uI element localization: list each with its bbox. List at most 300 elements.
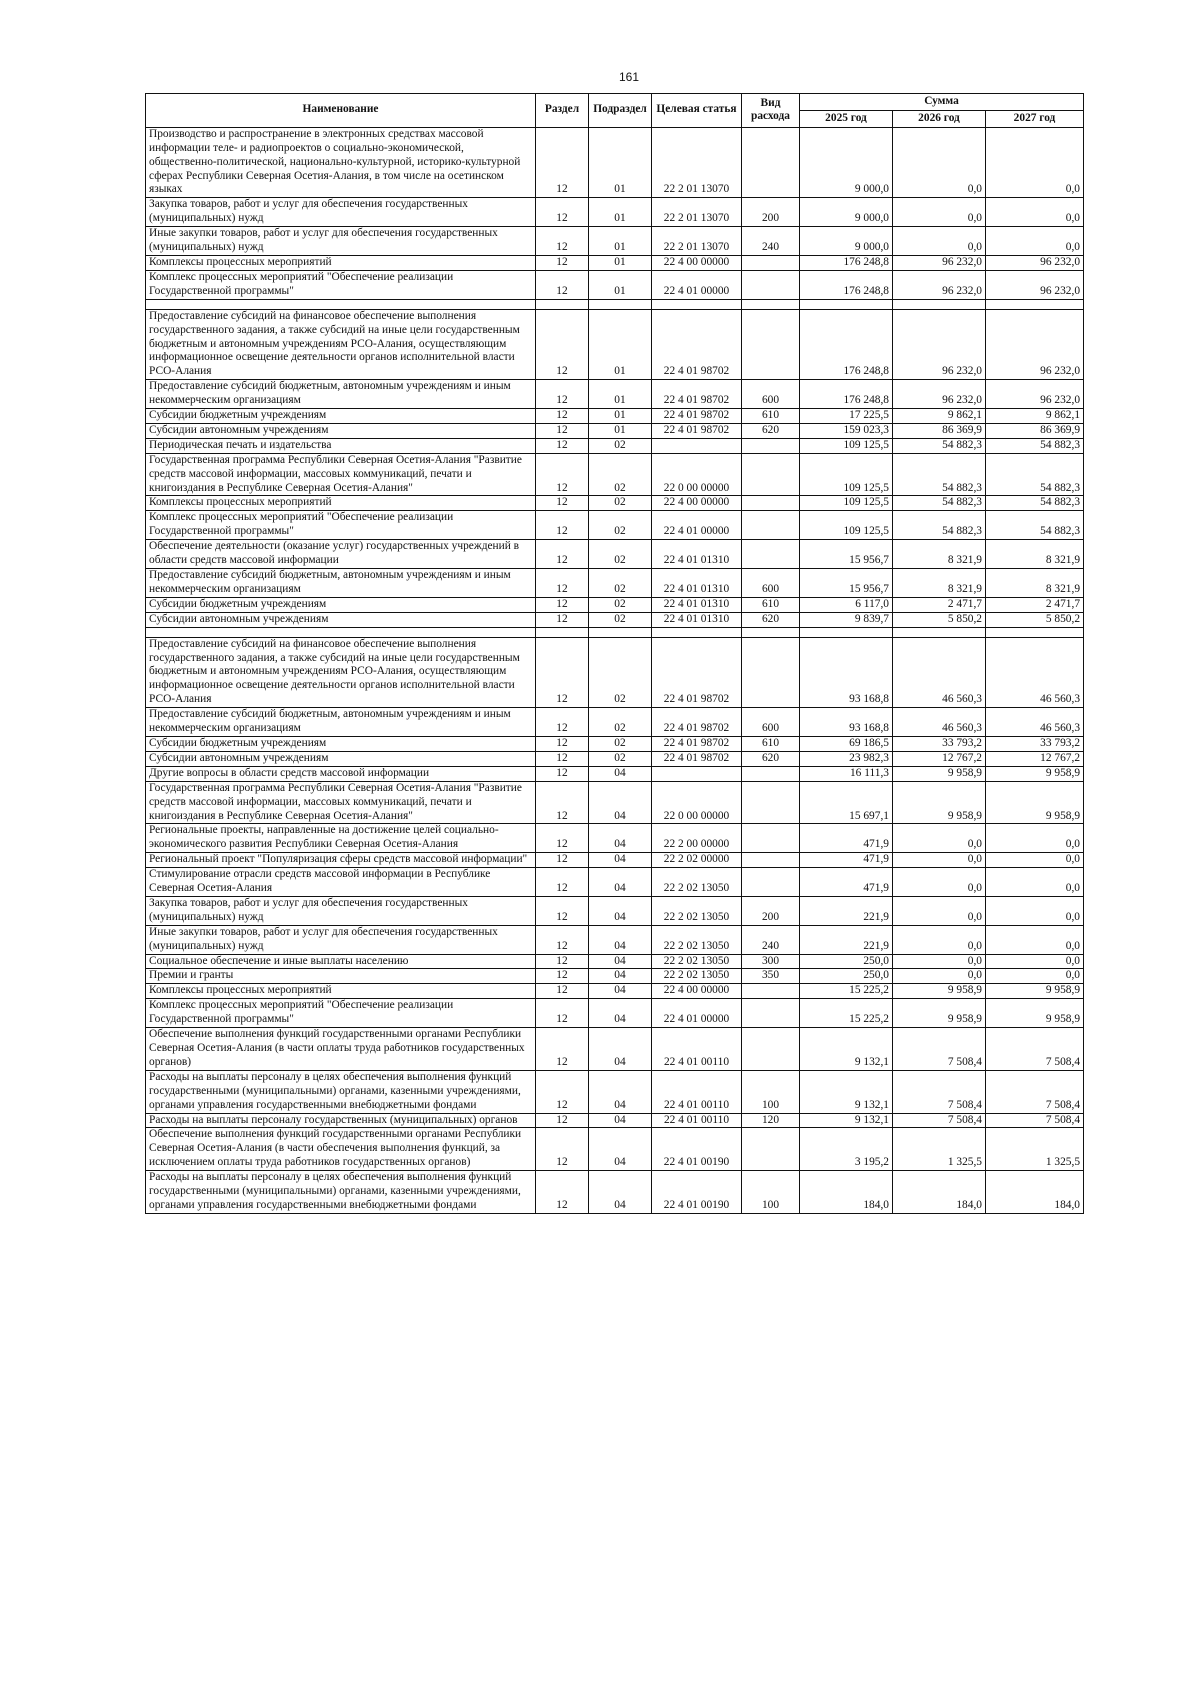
table-row <box>146 270 1084 299</box>
row-subsection: 01 <box>589 423 652 438</box>
table-row <box>146 708 1084 737</box>
row-expense-kind: 300 <box>742 954 800 969</box>
row-target-article: 22 0 00 00000 <box>652 781 742 824</box>
row-expense-kind: 600 <box>742 569 800 598</box>
row-sum-2025: 250,0 <box>800 954 893 969</box>
row-subsection: 04 <box>589 824 652 853</box>
row-sum-2026: 7 508,4 <box>893 1070 986 1113</box>
row-sum-2027: 1 325,5 <box>986 1128 1084 1171</box>
row-sum-2026: 184,0 <box>893 1171 986 1214</box>
row-name: Субсидии автономным учреждениям <box>146 751 536 766</box>
row-section: 12 <box>536 999 589 1028</box>
row-sum-2027: 0,0 <box>986 969 1084 984</box>
row-sum-2027: 9 958,9 <box>986 984 1084 999</box>
row-subsection: 02 <box>589 511 652 540</box>
row-name: Расходы на выплаты персоналу государственных (муниципальных) органов <box>146 1113 536 1128</box>
row-section: 12 <box>536 925 589 954</box>
row-expense-kind: 600 <box>742 708 800 737</box>
row-target-article <box>652 766 742 781</box>
row-expense-kind <box>742 309 800 380</box>
table-body <box>146 127 1084 1213</box>
row-sum-2026: 0,0 <box>893 868 986 897</box>
row-section: 12 <box>536 423 589 438</box>
row-expense-kind <box>742 1028 800 1071</box>
row-target-article: 22 4 01 98702 <box>652 637 742 708</box>
row-target-article: 22 2 01 13070 <box>652 198 742 227</box>
row-section: 12 <box>536 1028 589 1071</box>
table-row <box>146 255 1084 270</box>
table-row <box>146 736 1084 751</box>
row-section: 12 <box>536 227 589 256</box>
row-sum-2026: 5 850,2 <box>893 612 986 627</box>
row-sum-2025: 93 168,8 <box>800 708 893 737</box>
row-sum-2026: 54 882,3 <box>893 511 986 540</box>
row-expense-kind <box>742 824 800 853</box>
header-section: Раздел <box>536 94 589 128</box>
row-name: Субсидии бюджетным учреждениям <box>146 597 536 612</box>
row-target-article: 22 4 01 00190 <box>652 1171 742 1214</box>
table-row <box>146 612 1084 627</box>
row-target-article: 22 4 01 98702 <box>652 423 742 438</box>
row-sum-2025: 3 195,2 <box>800 1128 893 1171</box>
row-sum-2025: 9 132,1 <box>800 1028 893 1071</box>
row-sum-2025: 471,9 <box>800 824 893 853</box>
header-sum: Сумма <box>800 94 1084 111</box>
row-expense-kind: 100 <box>742 1070 800 1113</box>
row-sum-2025: 17 225,5 <box>800 409 893 424</box>
row-sum-2027: 54 882,3 <box>986 438 1084 453</box>
row-target-article: 22 4 01 00110 <box>652 1070 742 1113</box>
row-sum-2026: 9 958,9 <box>893 999 986 1028</box>
row-name: Государственная программа Республики Северная Осетия-Алания "Развитие средств массовой информации, массовых коммуникаций, печати и книгоиздания в Республике Северная Осетия-Алания" <box>146 453 536 496</box>
row-section: 12 <box>536 766 589 781</box>
spacer-cell <box>536 299 589 309</box>
row-sum-2026: 0,0 <box>893 969 986 984</box>
row-expense-kind: 240 <box>742 925 800 954</box>
row-expense-kind: 620 <box>742 751 800 766</box>
row-subsection: 01 <box>589 227 652 256</box>
row-sum-2025: 23 982,3 <box>800 751 893 766</box>
row-expense-kind <box>742 1128 800 1171</box>
row-expense-kind <box>742 127 800 198</box>
row-sum-2027: 7 508,4 <box>986 1070 1084 1113</box>
row-sum-2026: 9 862,1 <box>893 409 986 424</box>
row-sum-2027: 96 232,0 <box>986 309 1084 380</box>
row-target-article: 22 4 01 00000 <box>652 999 742 1028</box>
row-sum-2027: 0,0 <box>986 868 1084 897</box>
header-year-2027: 2027 год <box>986 110 1084 127</box>
row-subsection: 01 <box>589 380 652 409</box>
row-section: 12 <box>536 511 589 540</box>
row-subsection: 04 <box>589 1128 652 1171</box>
row-name: Предоставление субсидий бюджетным, автономным учреждениям и иным некоммерческим организациям <box>146 380 536 409</box>
row-sum-2027: 96 232,0 <box>986 255 1084 270</box>
row-section: 12 <box>536 198 589 227</box>
row-section: 12 <box>536 540 589 569</box>
row-expense-kind <box>742 540 800 569</box>
row-target-article: 22 2 02 13050 <box>652 868 742 897</box>
row-sum-2026: 0,0 <box>893 925 986 954</box>
row-sum-2027: 7 508,4 <box>986 1113 1084 1128</box>
row-sum-2027: 0,0 <box>986 227 1084 256</box>
row-sum-2026: 54 882,3 <box>893 496 986 511</box>
spacer-cell <box>800 627 893 637</box>
row-section: 12 <box>536 1171 589 1214</box>
row-sum-2027: 9 958,9 <box>986 999 1084 1028</box>
row-name: Закупка товаров, работ и услуг для обеспечения государственных (муниципальных) нужд <box>146 896 536 925</box>
spacer-cell <box>986 299 1084 309</box>
row-sum-2027: 0,0 <box>986 127 1084 198</box>
row-name: Стимулирование отрасли средств массовой информации в Республике Северная Осетия-Алания <box>146 868 536 897</box>
row-expense-kind <box>742 270 800 299</box>
row-target-article: 22 2 02 13050 <box>652 896 742 925</box>
row-section: 12 <box>536 824 589 853</box>
row-sum-2026: 0,0 <box>893 896 986 925</box>
row-subsection: 04 <box>589 984 652 999</box>
row-sum-2026: 33 793,2 <box>893 736 986 751</box>
table-row <box>146 954 1084 969</box>
table-row <box>146 853 1084 868</box>
page-number: 161 <box>618 70 640 84</box>
spacer-cell <box>536 627 589 637</box>
table-row <box>146 380 1084 409</box>
row-sum-2026: 8 321,9 <box>893 540 986 569</box>
row-sum-2025: 15 225,2 <box>800 999 893 1028</box>
spacer-cell <box>800 299 893 309</box>
table-row <box>146 597 1084 612</box>
row-target-article: 22 4 01 01310 <box>652 569 742 598</box>
row-target-article: 22 4 00 00000 <box>652 984 742 999</box>
row-name: Комплексы процессных мероприятий <box>146 255 536 270</box>
row-subsection: 04 <box>589 1070 652 1113</box>
row-section: 12 <box>536 984 589 999</box>
row-sum-2025: 184,0 <box>800 1171 893 1214</box>
row-sum-2026: 96 232,0 <box>893 255 986 270</box>
row-subsection: 02 <box>589 708 652 737</box>
row-sum-2025: 176 248,8 <box>800 309 893 380</box>
row-target-article: 22 0 00 00000 <box>652 453 742 496</box>
header-target-article: Целевая статья <box>652 94 742 128</box>
row-sum-2025: 109 125,5 <box>800 496 893 511</box>
row-section: 12 <box>536 270 589 299</box>
row-section: 12 <box>536 597 589 612</box>
row-sum-2025: 109 125,5 <box>800 511 893 540</box>
row-target-article: 22 4 01 00000 <box>652 511 742 540</box>
row-sum-2027: 0,0 <box>986 198 1084 227</box>
row-section: 12 <box>536 1128 589 1171</box>
row-sum-2026: 0,0 <box>893 227 986 256</box>
row-section: 12 <box>536 612 589 627</box>
row-sum-2025: 93 168,8 <box>800 637 893 708</box>
row-subsection: 04 <box>589 766 652 781</box>
row-target-article: 22 4 01 00110 <box>652 1113 742 1128</box>
row-expense-kind: 120 <box>742 1113 800 1128</box>
row-sum-2027: 96 232,0 <box>986 270 1084 299</box>
row-target-article: 22 2 02 13050 <box>652 925 742 954</box>
row-sum-2025: 15 956,7 <box>800 569 893 598</box>
row-target-article: 22 4 01 00190 <box>652 1128 742 1171</box>
row-name: Предоставление субсидий на финансовое обеспечение выполнения государственного задания, а также субсидий на иные цели государственным бюджетным и автономным учреждениям РСО-Алания, осуществляющим информационное освещение деятельности органов исполнительной власти РСО-Алания <box>146 309 536 380</box>
table-header <box>146 94 1084 128</box>
row-name: Другие вопросы в области средств массовой информации <box>146 766 536 781</box>
row-subsection: 01 <box>589 198 652 227</box>
row-name: Субсидии бюджетным учреждениям <box>146 736 536 751</box>
row-subsection: 01 <box>589 127 652 198</box>
row-subsection: 02 <box>589 612 652 627</box>
row-subsection: 04 <box>589 853 652 868</box>
row-target-article: 22 2 02 13050 <box>652 954 742 969</box>
table-row <box>146 751 1084 766</box>
row-sum-2025: 15 956,7 <box>800 540 893 569</box>
row-target-article: 22 4 01 00000 <box>652 270 742 299</box>
row-sum-2026: 8 321,9 <box>893 569 986 598</box>
row-sum-2027: 7 508,4 <box>986 1028 1084 1071</box>
table-row <box>146 781 1084 824</box>
header-expense-kind: Вид расхода <box>742 94 800 128</box>
row-target-article: 22 4 01 98702 <box>652 751 742 766</box>
row-name: Субсидии автономным учреждениям <box>146 612 536 627</box>
row-name: Периодическая печать и издательства <box>146 438 536 453</box>
row-sum-2025: 16 111,3 <box>800 766 893 781</box>
row-expense-kind: 350 <box>742 969 800 984</box>
row-expense-kind <box>742 453 800 496</box>
table-spacer-row <box>146 627 1084 637</box>
row-subsection: 04 <box>589 954 652 969</box>
row-sum-2026: 46 560,3 <box>893 637 986 708</box>
row-name: Субсидии бюджетным учреждениям <box>146 409 536 424</box>
row-name: Расходы на выплаты персоналу в целях обеспечения выполнения функций государственными (муниципальными) органами, казенными учреждениями, органами управления государственными внебюджетными фондами <box>146 1070 536 1113</box>
row-name: Комплекс процессных мероприятий "Обеспечение реализации Государственной программы" <box>146 511 536 540</box>
table-row <box>146 1113 1084 1128</box>
row-expense-kind: 620 <box>742 612 800 627</box>
row-sum-2027: 54 882,3 <box>986 453 1084 496</box>
table-row <box>146 637 1084 708</box>
table-row <box>146 1171 1084 1214</box>
row-sum-2025: 176 248,8 <box>800 270 893 299</box>
row-subsection: 01 <box>589 409 652 424</box>
row-target-article: 22 2 00 00000 <box>652 824 742 853</box>
row-sum-2026: 46 560,3 <box>893 708 986 737</box>
row-subsection: 02 <box>589 597 652 612</box>
row-expense-kind <box>742 496 800 511</box>
row-sum-2025: 69 186,5 <box>800 736 893 751</box>
row-sum-2027: 0,0 <box>986 853 1084 868</box>
row-name: Обеспечение деятельности (оказание услуг) государственных учреждений в области средств массовой информации <box>146 540 536 569</box>
row-sum-2026: 7 508,4 <box>893 1028 986 1071</box>
row-target-article: 22 4 01 98702 <box>652 380 742 409</box>
row-expense-kind <box>742 999 800 1028</box>
spacer-cell <box>893 299 986 309</box>
row-target-article: 22 4 01 98702 <box>652 309 742 380</box>
spacer-cell <box>652 299 742 309</box>
row-sum-2025: 471,9 <box>800 868 893 897</box>
row-sum-2025: 109 125,5 <box>800 438 893 453</box>
row-section: 12 <box>536 309 589 380</box>
row-sum-2025: 176 248,8 <box>800 255 893 270</box>
row-section: 12 <box>536 781 589 824</box>
row-sum-2027: 5 850,2 <box>986 612 1084 627</box>
row-name: Социальное обеспечение и иные выплаты населению <box>146 954 536 969</box>
row-name: Комплекс процессных мероприятий "Обеспечение реализации Государственной программы" <box>146 999 536 1028</box>
table-row <box>146 438 1084 453</box>
spacer-cell <box>742 299 800 309</box>
row-target-article: 22 2 01 13070 <box>652 227 742 256</box>
row-target-article: 22 2 02 00000 <box>652 853 742 868</box>
table-row <box>146 969 1084 984</box>
row-name: Обеспечение выполнения функций государственными органами Республики Северная Осетия-Алания (в части обеспечения выполнения функций, за исключением оплаты труда работников государственных органов) <box>146 1128 536 1171</box>
spacer-cell <box>742 627 800 637</box>
row-sum-2025: 9 000,0 <box>800 198 893 227</box>
table-row <box>146 1128 1084 1171</box>
row-section: 12 <box>536 736 589 751</box>
row-sum-2027: 0,0 <box>986 824 1084 853</box>
row-subsection: 02 <box>589 751 652 766</box>
row-expense-kind <box>742 984 800 999</box>
header-name: Наименование <box>146 94 536 128</box>
row-sum-2027: 46 560,3 <box>986 637 1084 708</box>
header-subsection: Подраздел <box>589 94 652 128</box>
budget-table <box>145 93 1084 1214</box>
row-target-article: 22 4 01 01310 <box>652 612 742 627</box>
row-subsection: 04 <box>589 868 652 897</box>
row-sum-2026: 1 325,5 <box>893 1128 986 1171</box>
row-name: Государственная программа Республики Северная Осетия-Алания "Развитие средств массовой информации, массовых коммуникаций, печати и книгоиздания в Республике Северная Осетия-Алания" <box>146 781 536 824</box>
row-sum-2026: 54 882,3 <box>893 438 986 453</box>
row-subsection: 02 <box>589 453 652 496</box>
table-row <box>146 925 1084 954</box>
row-target-article <box>652 438 742 453</box>
row-name: Иные закупки товаров, работ и услуг для обеспечения государственных (муниципальных) нужд <box>146 925 536 954</box>
row-expense-kind <box>742 868 800 897</box>
table-row <box>146 127 1084 198</box>
row-name: Комплексы процессных мероприятий <box>146 984 536 999</box>
row-sum-2025: 159 023,3 <box>800 423 893 438</box>
row-subsection: 04 <box>589 1028 652 1071</box>
table-row <box>146 309 1084 380</box>
row-expense-kind: 610 <box>742 736 800 751</box>
table-row <box>146 868 1084 897</box>
table-row <box>146 511 1084 540</box>
row-sum-2026: 7 508,4 <box>893 1113 986 1128</box>
row-sum-2027: 46 560,3 <box>986 708 1084 737</box>
row-subsection: 01 <box>589 255 652 270</box>
row-sum-2025: 221,9 <box>800 896 893 925</box>
row-sum-2027: 96 232,0 <box>986 380 1084 409</box>
row-sum-2025: 471,9 <box>800 853 893 868</box>
row-section: 12 <box>536 1070 589 1113</box>
spacer-cell <box>146 299 536 309</box>
row-sum-2026: 9 958,9 <box>893 781 986 824</box>
row-sum-2026: 0,0 <box>893 127 986 198</box>
table-row <box>146 999 1084 1028</box>
table-row <box>146 896 1084 925</box>
table-row <box>146 227 1084 256</box>
table-row <box>146 569 1084 598</box>
row-sum-2027: 0,0 <box>986 954 1084 969</box>
table-row <box>146 409 1084 424</box>
row-name: Предоставление субсидий бюджетным, автономным учреждениям и иным некоммерческим организациям <box>146 708 536 737</box>
row-section: 12 <box>536 751 589 766</box>
row-sum-2025: 6 117,0 <box>800 597 893 612</box>
row-section: 12 <box>536 127 589 198</box>
row-target-article: 22 4 01 98702 <box>652 409 742 424</box>
row-target-article: 22 4 01 01310 <box>652 540 742 569</box>
row-sum-2025: 109 125,5 <box>800 453 893 496</box>
row-subsection: 04 <box>589 1171 652 1214</box>
row-section: 12 <box>536 380 589 409</box>
row-name: Комплекс процессных мероприятий "Обеспечение реализации Государственной программы" <box>146 270 536 299</box>
table-spacer-row <box>146 299 1084 309</box>
row-target-article: 22 4 01 98702 <box>652 708 742 737</box>
row-expense-kind: 200 <box>742 198 800 227</box>
table-row <box>146 1028 1084 1071</box>
row-section: 12 <box>536 453 589 496</box>
row-sum-2027: 184,0 <box>986 1171 1084 1214</box>
row-sum-2027: 9 958,9 <box>986 766 1084 781</box>
row-target-article: 22 4 01 98702 <box>652 736 742 751</box>
row-name: Предоставление субсидий на финансовое обеспечение выполнения государственного задания, а также субсидий на иные цели государственным бюджетным и автономным учреждениям РСО-Алания, осуществляющим информационное освещение деятельности органов исполнительной власти РСО-Алания <box>146 637 536 708</box>
header-year-2025: 2025 год <box>800 110 893 127</box>
row-section: 12 <box>536 896 589 925</box>
row-sum-2026: 2 471,7 <box>893 597 986 612</box>
row-subsection: 01 <box>589 309 652 380</box>
row-sum-2025: 9 839,7 <box>800 612 893 627</box>
row-expense-kind <box>742 511 800 540</box>
table-row <box>146 984 1084 999</box>
header-year-2026: 2026 год <box>893 110 986 127</box>
row-sum-2025: 15 225,2 <box>800 984 893 999</box>
row-sum-2027: 0,0 <box>986 925 1084 954</box>
row-target-article: 22 4 00 00000 <box>652 496 742 511</box>
row-name: Расходы на выплаты персоналу в целях обеспечения выполнения функций государственными (муниципальными) органами, казенными учреждениями, органами управления государственными внебюджетными фондами <box>146 1171 536 1214</box>
row-sum-2026: 9 958,9 <box>893 766 986 781</box>
row-sum-2027: 9 862,1 <box>986 409 1084 424</box>
row-name: Обеспечение выполнения функций государственными органами Республики Северная Осетия-Алания (в части оплаты труда работников государственных органов) <box>146 1028 536 1071</box>
row-sum-2027: 12 767,2 <box>986 751 1084 766</box>
row-expense-kind: 240 <box>742 227 800 256</box>
row-expense-kind <box>742 853 800 868</box>
table-row <box>146 540 1084 569</box>
row-sum-2025: 9 132,1 <box>800 1070 893 1113</box>
row-sum-2025: 176 248,8 <box>800 380 893 409</box>
table-row <box>146 453 1084 496</box>
row-subsection: 04 <box>589 896 652 925</box>
row-target-article: 22 4 01 00110 <box>652 1028 742 1071</box>
row-name: Производство и распространение в электронных средствах массовой информации теле- и радиопроектов о социально-экономической, общественно-политической, национально-культурной, историко-культурной сферах Республики Северная Осетия-Алания, в том числе на осетинском языках <box>146 127 536 198</box>
row-section: 12 <box>536 969 589 984</box>
row-section: 12 <box>536 255 589 270</box>
row-name: Региональный проект "Популяризация сферы средств массовой информации" <box>146 853 536 868</box>
row-expense-kind: 620 <box>742 423 800 438</box>
row-subsection: 02 <box>589 540 652 569</box>
row-name: Закупка товаров, работ и услуг для обеспечения государственных (муниципальных) нужд <box>146 198 536 227</box>
row-expense-kind: 600 <box>742 380 800 409</box>
row-subsection: 04 <box>589 925 652 954</box>
row-sum-2026: 9 958,9 <box>893 984 986 999</box>
row-expense-kind: 100 <box>742 1171 800 1214</box>
row-section: 12 <box>536 496 589 511</box>
row-section: 12 <box>536 853 589 868</box>
row-subsection: 02 <box>589 736 652 751</box>
row-subsection: 01 <box>589 270 652 299</box>
row-sum-2027: 54 882,3 <box>986 496 1084 511</box>
table-row <box>146 198 1084 227</box>
row-sum-2026: 0,0 <box>893 824 986 853</box>
row-sum-2025: 15 697,1 <box>800 781 893 824</box>
row-section: 12 <box>536 569 589 598</box>
row-subsection: 02 <box>589 637 652 708</box>
row-section: 12 <box>536 868 589 897</box>
